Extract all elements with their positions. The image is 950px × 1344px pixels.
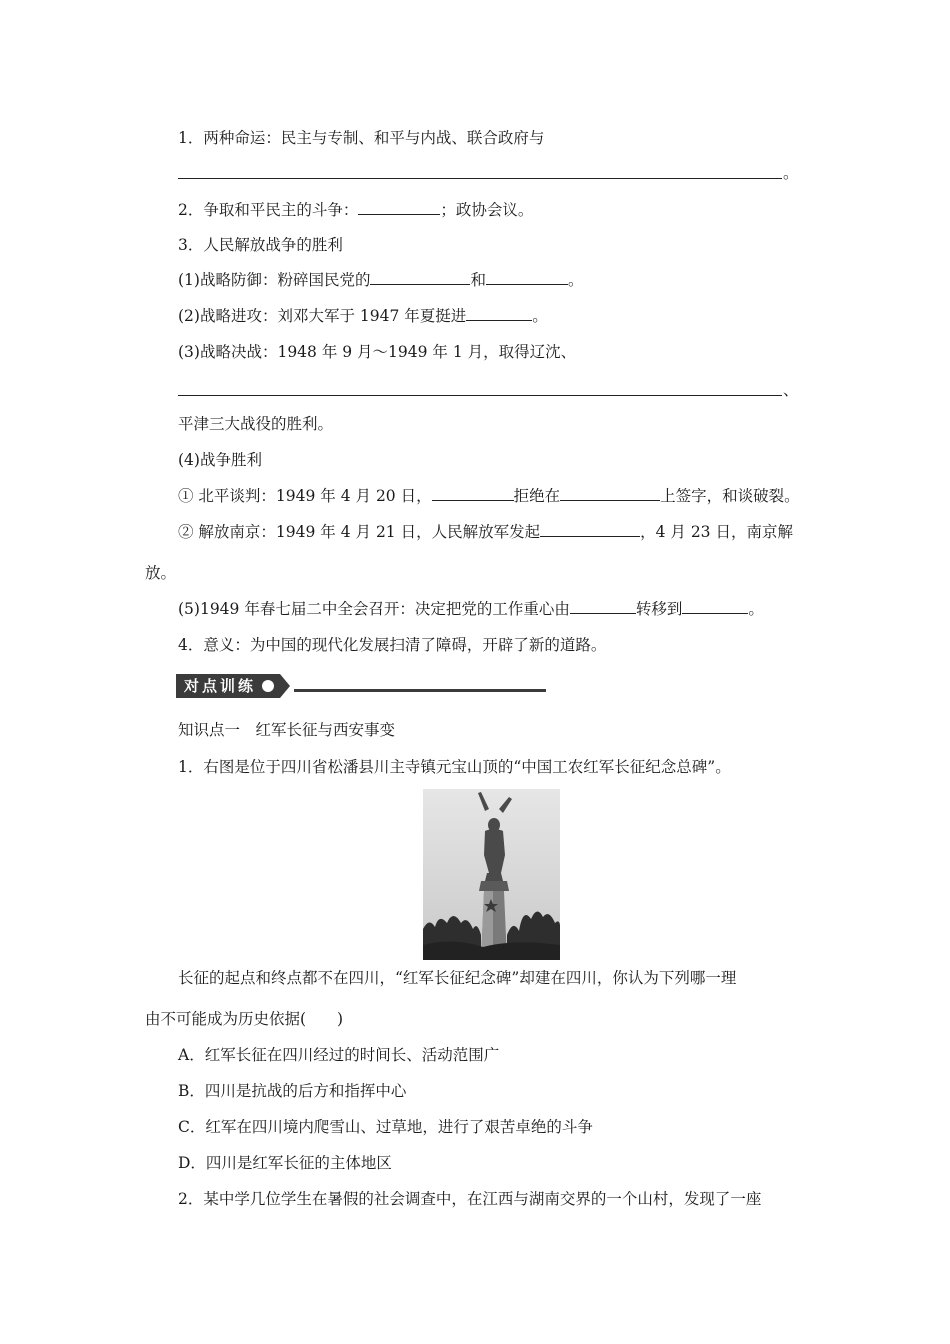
banner-rule [294,689,546,692]
answer-blank-long-2 [178,395,782,396]
section-banner [176,673,546,699]
item-strategic-offense [178,305,548,327]
banner-arrow [280,674,290,698]
answer-blank-long-1 [178,178,782,179]
answer-blank [432,485,514,501]
question-2-intro: 2．某中学几位学生在暑假的社会调查中，在江西与湖南交界的一个山村，发现了一座 [178,1190,762,1208]
text: (1)战略防御：粉碎国民党的 [178,271,371,289]
banner-label-box [176,674,280,698]
item-peace-struggle [178,199,533,221]
item-second-plenum [178,598,764,620]
liberation-continuation: 放。 [145,564,177,582]
answer-blank [358,199,440,215]
text: (5)1949 年春七届二中全会召开：决定把党的工作重心由 [178,600,570,618]
question-1-stem: 长征的起点和终点都不在四川，“红军长征纪念碑”却建在四川，你认为下列哪一理 [178,969,737,987]
text: 上签字，和谈破裂。 [660,487,800,505]
item-significance: 4．意义：为中国的现代化发展扫清了障碍，开辟了新的道路。 [178,636,607,654]
answer-blank [486,269,568,285]
question-1-stem-cont: 由不可能成为历史依据( ) [145,1010,344,1028]
text: 。 [567,271,584,289]
text: ② 解放南京：1949 年 4 月 21 日，人民解放军发起 [178,523,541,541]
knowledge-point-heading: 知识点一 红军长征与西安事变 [178,721,396,739]
item-liberation-war: 3．人民解放战争的胜利 [178,236,343,254]
question-1-intro: 1．右图是位于四川省松潘县川主寺镇元宝山顶的“中国工农红军长征纪念总碑”。 [178,758,731,776]
option-a[interactable]: A．红军长征在四川经过的时间长、活动范围广 [178,1046,500,1064]
text: 拒绝在 [513,487,561,505]
item-beiping-talks [178,485,800,507]
text: ① 北平谈判：1949 年 4 月 20 日， [178,487,432,505]
answer-blank [570,598,636,614]
text: 。 [532,307,548,325]
item-liberate-nanjing [178,521,793,543]
item-two-fates: 1．两种命运：民主与专制、和平与内战、联合政府与 [178,129,545,147]
text: (2)战略进攻：刘邓大军于 1947 年夏挺进 [178,307,467,325]
text: 2．争取和平民主的斗争： [178,201,359,219]
option-b[interactable]: B．四川是抗战的后方和指挥中心 [178,1082,407,1100]
monument-photo [423,789,560,960]
answer-blank [560,485,660,501]
text: 。 [748,600,764,618]
answer-blank [370,269,470,285]
text: ，4 月 23 日，南京解 [640,523,793,541]
answer-blank [466,305,532,321]
period-mark: 。 [783,164,799,182]
item-strategic-defense [178,269,584,291]
comma-mark: 、 [783,381,799,399]
answer-blank [682,598,748,614]
bullet-dot-icon [262,680,274,692]
banner-label: 对点训练 [184,677,257,695]
item-strategic-decisive: (3)战略决战：1948 年 9 月～1949 年 1 月，取得辽沈、 [178,343,577,361]
three-campaigns-text: 平津三大战役的胜利。 [178,415,334,433]
text: 和 [470,271,486,289]
answer-blank [540,521,640,537]
item-war-victory: (4)战争胜利 [178,451,262,469]
option-d[interactable]: D．四川是红军长征的主体地区 [178,1154,392,1172]
text: ；政协会议。 [440,201,534,219]
option-c[interactable]: C．红军在四川境内爬雪山、过草地，进行了艰苦卓绝的斗争 [178,1118,593,1136]
text: 转移到 [635,600,683,618]
